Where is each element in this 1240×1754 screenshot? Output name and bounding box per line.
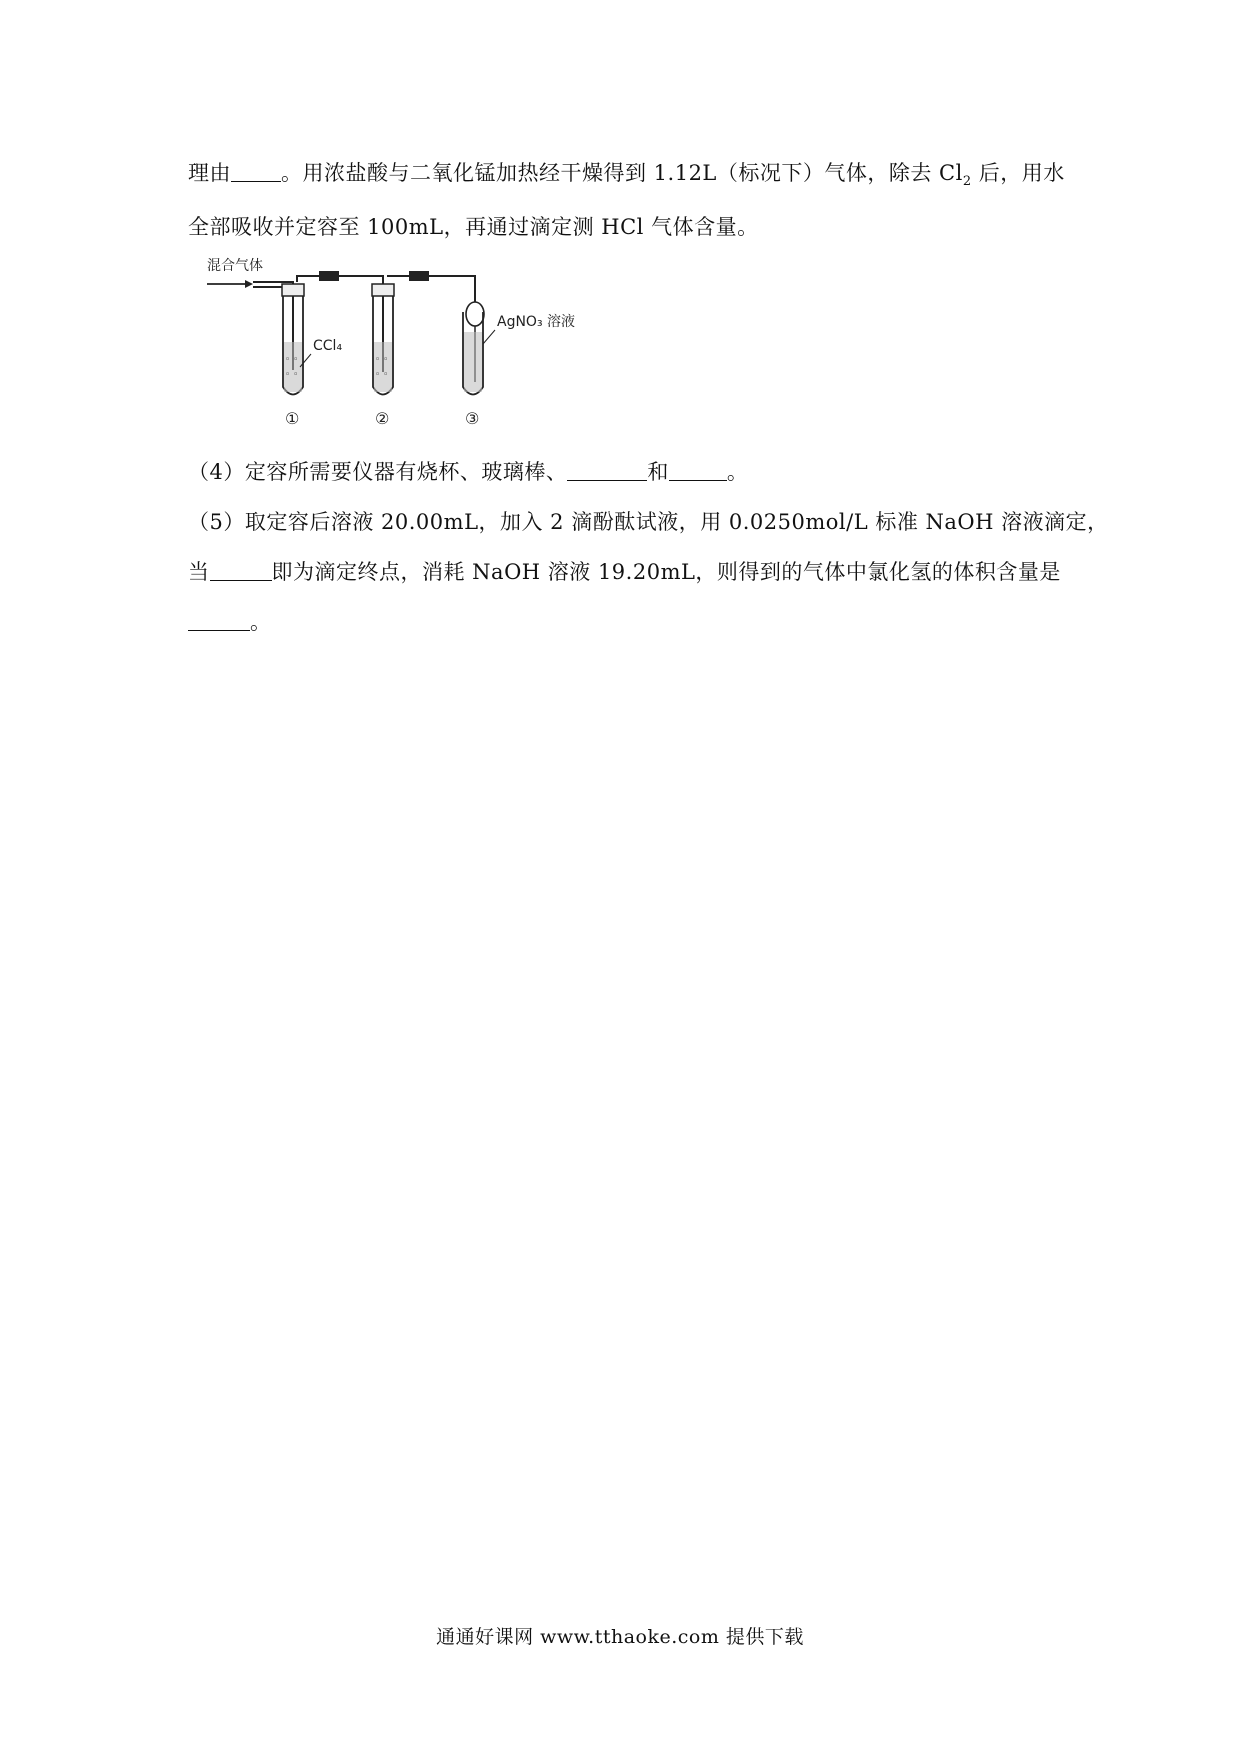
- paragraph-line-2: 全部吸收并定容至 100mL，再通过滴定测 HCl 气体含量。: [188, 215, 759, 239]
- paragraph-line-1: [188, 158, 1065, 197]
- question-5-line-2: [188, 557, 1061, 587]
- svg-text:◦ ◦: ◦ ◦: [375, 370, 389, 380]
- tube-label-1: ①: [285, 409, 300, 428]
- text: 。: [726, 460, 749, 484]
- text: 即为滴定终点，消耗 NaOH 溶液 19.20mL，则得到的气体中氯化氢的体积含量是: [271, 560, 1061, 584]
- answer-blank: [669, 460, 727, 481]
- inlet-label: 混合气体: [207, 258, 263, 274]
- page-footer: 通通好课网 www.tthaoke.com 提供下载: [436, 1626, 804, 1648]
- answer-blank: [231, 161, 281, 182]
- text: 。用浓盐酸与二氧化锰加热经干燥得到 1.12L（标况下）气体，除去 Cl: [281, 161, 963, 185]
- tube-label-3: ③: [465, 409, 480, 428]
- text: 后，用水: [971, 161, 1065, 185]
- text: 当: [188, 560, 210, 584]
- text: 。: [250, 610, 272, 634]
- answer-blank: [567, 460, 647, 481]
- text: 和: [647, 460, 669, 484]
- apparatus-diagram: [205, 252, 605, 432]
- tube-label-2: ②: [375, 409, 390, 428]
- inlet-arrow: [207, 280, 253, 288]
- question-5-line-3: [188, 607, 272, 637]
- text: （4）定容所需要仪器有烧杯、玻璃棒、: [188, 460, 568, 484]
- answer-blank: [188, 610, 250, 631]
- reagent-label-ccl4: CCl₄: [313, 338, 343, 354]
- svg-text:◦ ◦: ◦ ◦: [375, 355, 389, 365]
- svg-text:◦ ◦: ◦ ◦: [285, 355, 299, 365]
- question-5-line-1: （5）取定容后溶液 20.00mL，加入 2 滴酚酞试液，用 0.0250mol/L 标准 NaOH 溶液滴定，: [188, 510, 1109, 534]
- answer-blank: [210, 560, 272, 581]
- question-4: [188, 457, 748, 487]
- test-tube-3: [463, 302, 484, 395]
- reagent-label-agno3: AgNO₃ 溶液: [497, 314, 576, 330]
- subscript: 2: [962, 174, 972, 190]
- svg-text:◦ ◦: ◦ ◦: [285, 370, 299, 380]
- text: 理由: [188, 161, 231, 185]
